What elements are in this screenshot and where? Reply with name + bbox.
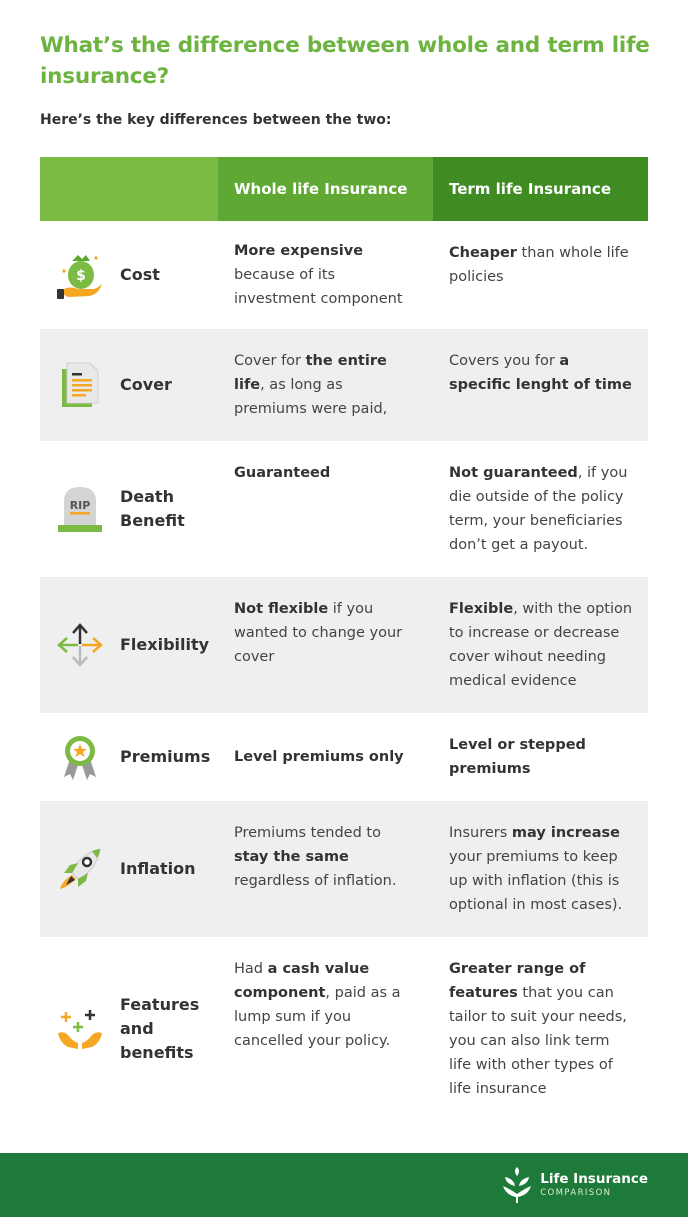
cell-whole-life: Had a cash value component, paid as a lump sum if you cancelled your policy.	[234, 961, 401, 1049]
money-bag-hand-icon	[56, 249, 104, 301]
document-icon	[56, 359, 104, 411]
leaf-logo-icon	[500, 1165, 534, 1205]
row-label: Death Benefit	[120, 487, 185, 530]
cell-term-life: Cheaper than whole life policies	[449, 245, 629, 285]
header-blank	[40, 157, 218, 221]
cell-term-life: Not guaranteed, if you die outside of the policy term, your beneficiaries don’t get a payout.	[449, 465, 628, 553]
cell-term-life: Greater range of features that you can tailor to suit your needs, you can also link term life with other types of life insurance	[449, 961, 627, 1097]
table-row-cost	[40, 221, 648, 329]
table-row-cover	[40, 329, 648, 441]
cell-whole-life: Not flexible if you wanted to change your cover	[234, 601, 403, 665]
brand-name: Life Insurance	[540, 1171, 648, 1187]
header-term-life: Term life Insurance	[433, 157, 648, 221]
cell-term-life: Covers you for a specific lenght of time	[449, 353, 632, 393]
row-label: Cost	[120, 265, 160, 284]
table-header	[40, 157, 648, 221]
cell-term-life: Level or stepped premiums	[449, 737, 586, 777]
row-label: Features and benefits	[120, 995, 200, 1062]
table-row-features	[40, 937, 648, 1121]
brand-logo[interactable]	[500, 1165, 648, 1205]
award-ribbon-icon	[56, 731, 104, 783]
rocket-icon	[56, 843, 104, 895]
row-label: Cover	[120, 375, 172, 394]
footer	[0, 1153, 688, 1217]
row-label: Inflation	[120, 859, 196, 878]
cell-whole-life: Level premiums only	[234, 749, 404, 765]
hands-plus-icon	[56, 1003, 104, 1055]
tombstone-icon	[56, 483, 104, 535]
cell-whole-life: Premiums tended to stay the same regardless of inflation.	[234, 825, 397, 889]
page-title: What’s the difference between whole and term life insurance?	[40, 33, 650, 89]
table-row-inflation	[40, 801, 648, 937]
row-label: Premiums	[120, 747, 211, 766]
cell-whole-life: More expensive because of its investment component	[234, 243, 403, 307]
comparison-table	[40, 157, 648, 1121]
cell-term-life: Flexible, with the option to increase or decrease cover wihout needing medical evidence	[449, 601, 633, 689]
table-row-flexibility	[40, 577, 648, 713]
cell-whole-life: Guaranteed	[234, 465, 331, 481]
table-row-premiums	[40, 713, 648, 801]
row-label: Flexibility	[120, 635, 210, 654]
svg-text:$: $	[76, 268, 86, 284]
page-subtitle: Here’s the key differences between the two:	[40, 112, 392, 128]
cell-term-life: Insurers may increase your premiums to keep up with inflation (this is optional in most cases).	[449, 825, 623, 913]
arrows-icon	[56, 619, 104, 671]
header-whole-life: Whole life Insurance	[218, 157, 433, 221]
cell-whole-life: Cover for the entire life, as long as premiums were paid,	[234, 353, 388, 417]
tombstone-text: RIP	[69, 499, 91, 512]
table-row-death-benefit	[40, 441, 648, 577]
brand-tagline: COMPARISON	[540, 1188, 612, 1198]
